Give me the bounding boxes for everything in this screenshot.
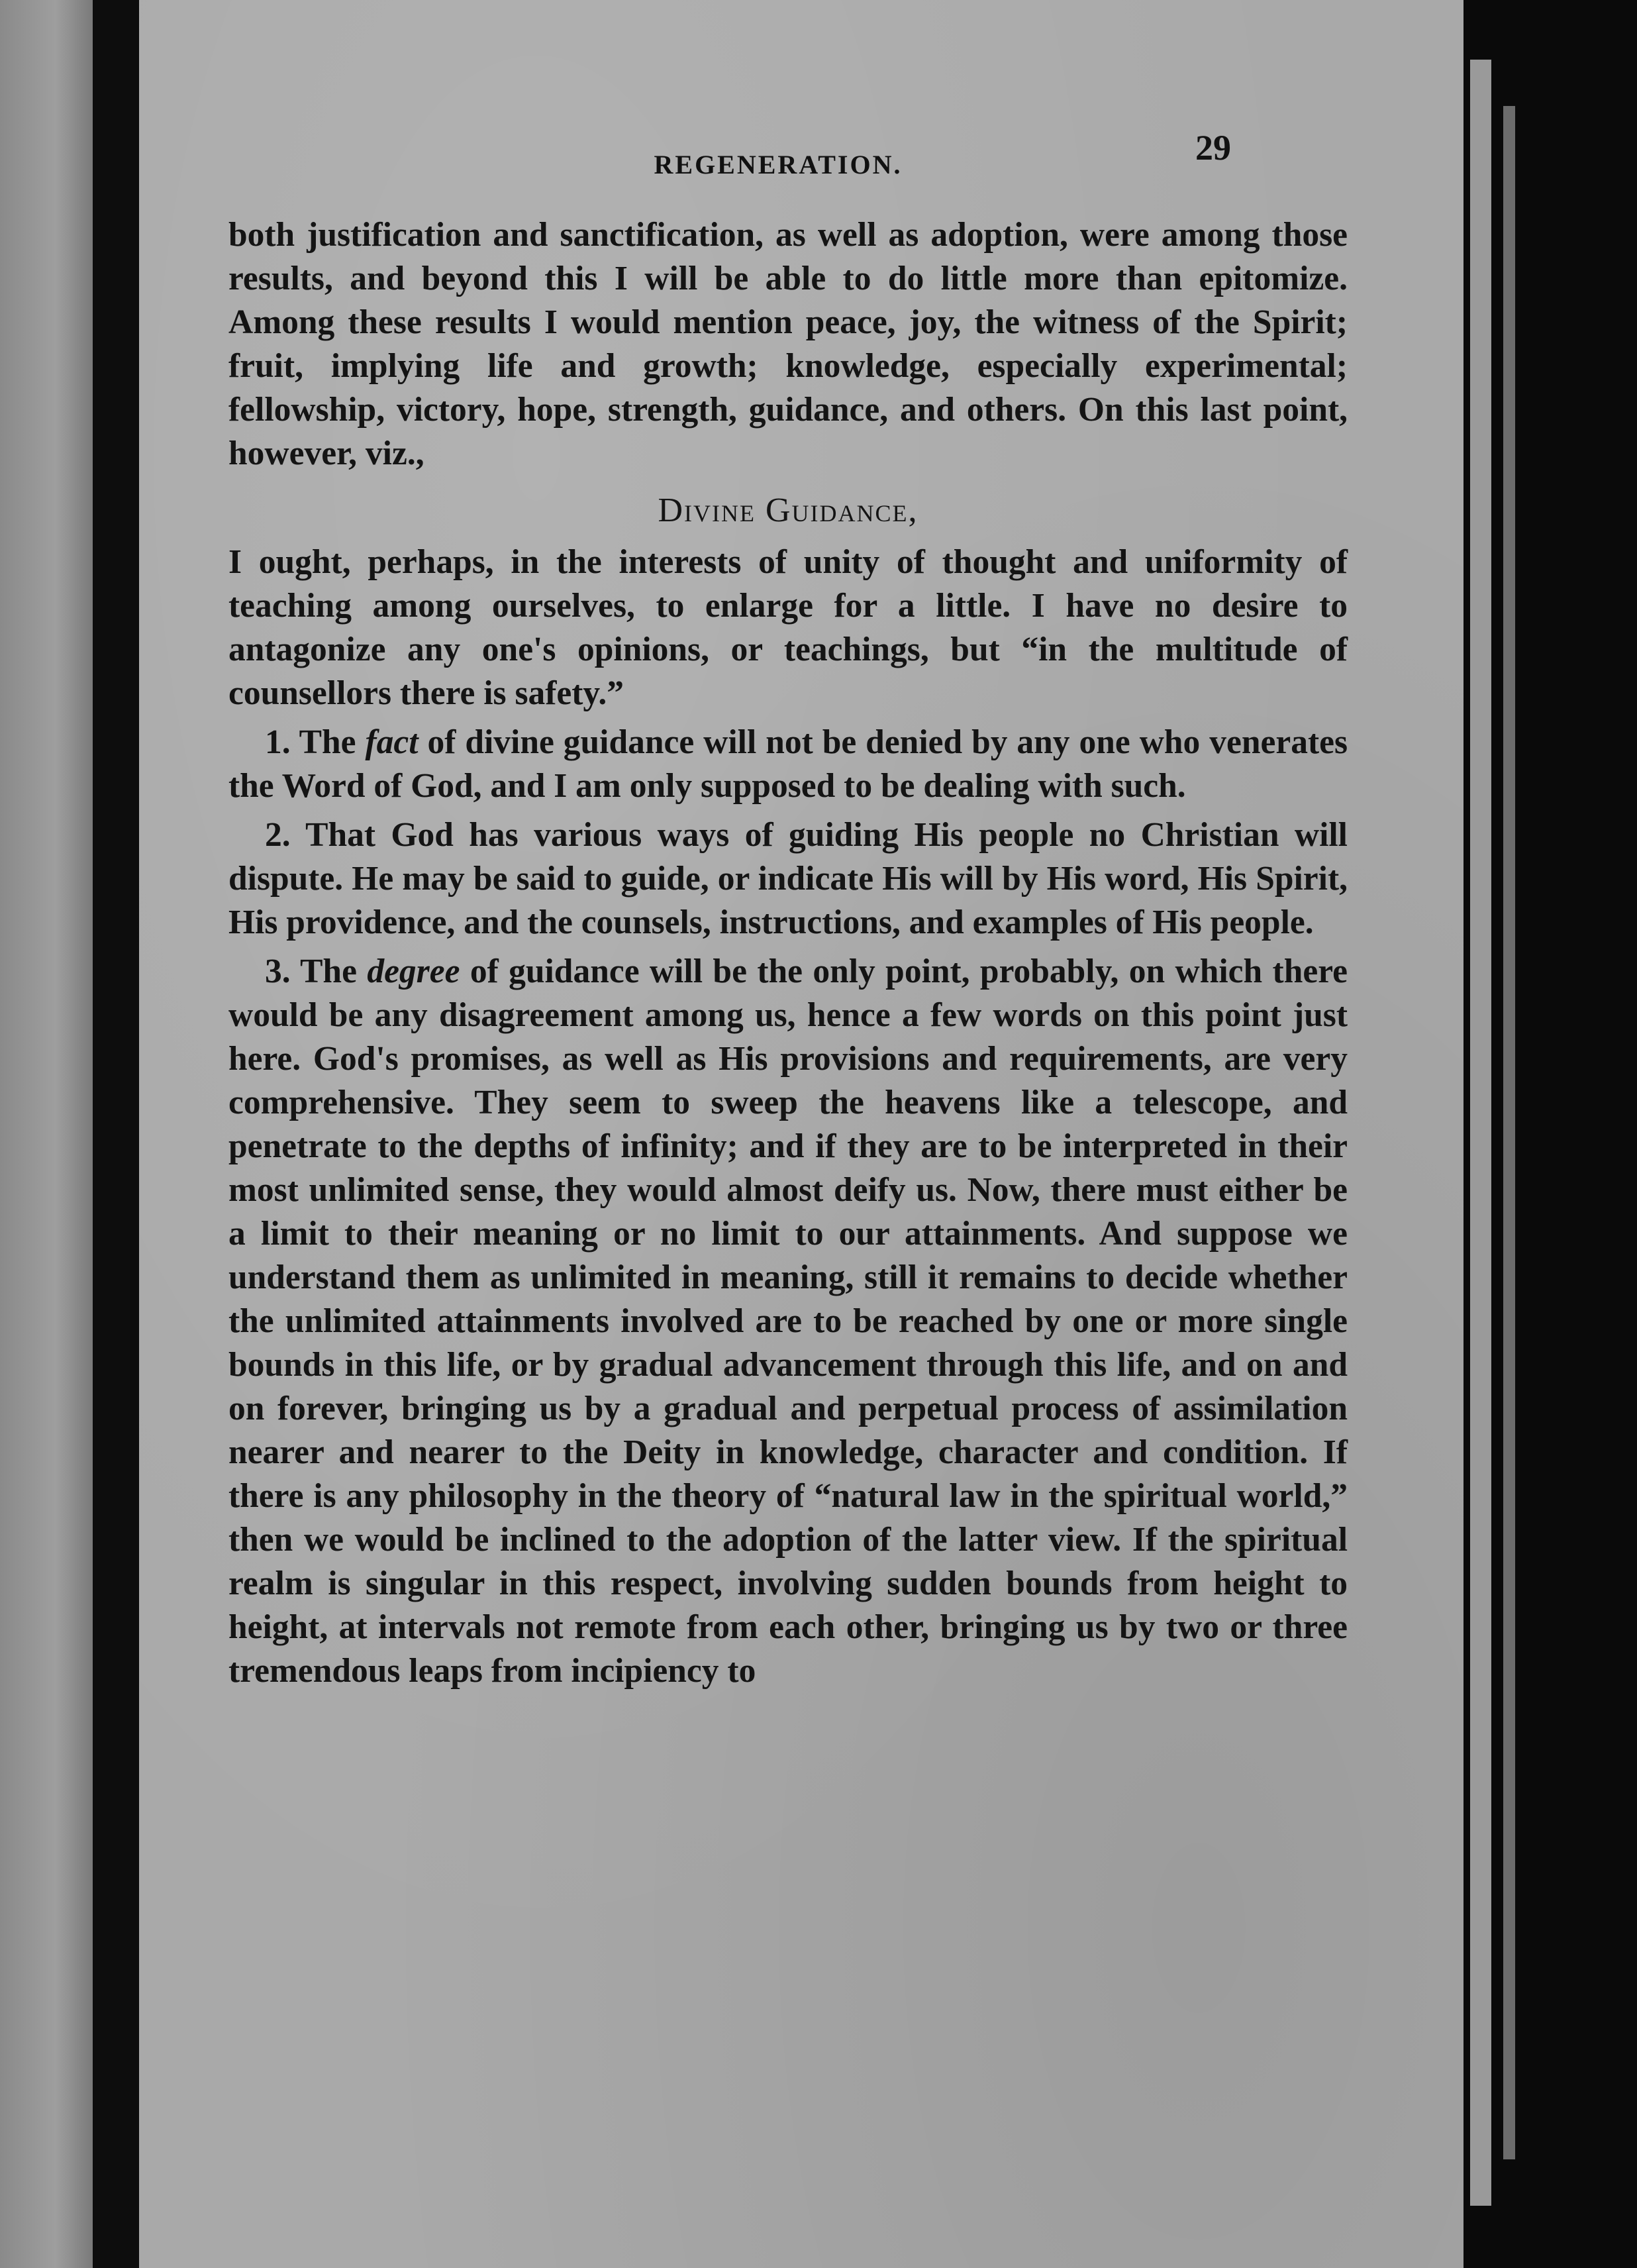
intro-paragraph: I ought, perhaps, in the interests of unity of thought and uniformity of teaching among ourselves, to enlarge for a little. I have no desire to antagonize any one's opinions, or teachings, but “in the multitude of counsellors there is safety.” [228, 543, 1348, 712]
point-3-text: of guidance will be the only point, probably, on which there would be any disagreement among us, hence a few words on this point just here. God's promises, as well as His provisions and requirements, are very comprehensive. They seem to sweep the heavens like a telescope, and penetrate to the depths of infinity; and if they are to be interpreted in their most unlimited sense, they would almost deify us. Now, there must either be a limit to their meaning or no limit to our attainments. And suppose we understand them as unlimited in meaning, still it remains to decide whether the unlimited attainments involved are to be reached by one or more single bounds in this life, or by gradual advancement through this life, and on and on forever, bringing us by a gradual and perpetual process of assimilation nearer and nearer to the Deity in knowledge, character and condition. If there is any philosophy in the theory of “natural law in the spiritual world,” then we would be inclined to the adoption of the latter view. If the spiritual realm is singular in this respect, involving sudden bounds from height to height, at intervals not remote from each other, bringing us by two or three tremendous leaps from incipiency to [228, 953, 1348, 1690]
book-gutter [93, 0, 139, 2268]
opening-paragraph: both justification and sanctification, as well as adoption, were among those results, and beyond this I will be able to do little more than epitomize. Among these results I would mention peace, joy, the witness of the Spirit; fruit, implying life and growth; knowledge, especially experimental; fellowship, victory, hope, strength, guidance, and others. On this last point, however, viz., [228, 216, 1348, 472]
numbered-point-3 [228, 950, 1348, 1693]
point-1-emphasis: fact [365, 723, 419, 761]
numbered-point-2: 2. That God has various ways of guiding His people no Christian will dispute. He may be said to guide, or indicate His will by His word, His Spirit, His providence, and the counsels, instructions, and examples of His people. [228, 816, 1348, 941]
adjacent-page-edge [0, 0, 93, 2268]
book-page [139, 0, 1463, 2268]
point-3-lead: 3. The [265, 953, 368, 990]
page-stack-edge [1470, 60, 1491, 2206]
point-3-emphasis: degree [367, 953, 460, 990]
page-body [228, 213, 1348, 1693]
numbered-point-1 [228, 721, 1348, 808]
page-number: 29 [1195, 128, 1231, 168]
section-heading: Divine Guidance, [658, 491, 918, 529]
point-1-lead: 1. The [265, 723, 366, 761]
running-title: REGENERATION. [654, 150, 903, 180]
point-1-text: of divine guidance will not be denied by any one who venerates the Word of God, and I am only supposed to be dealing with such. [228, 723, 1348, 805]
page-stack-edge-inner [1503, 106, 1515, 2159]
